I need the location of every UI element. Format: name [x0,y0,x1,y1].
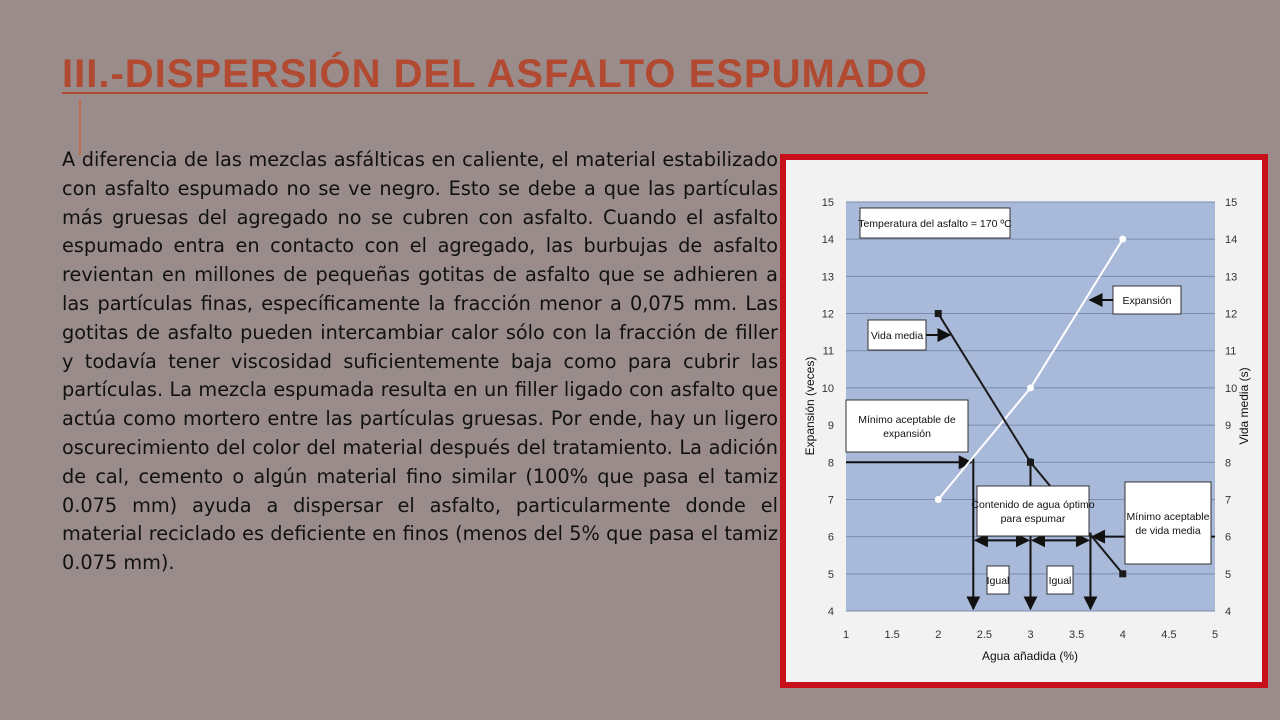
y2-axis-ticks [1225,197,1237,618]
optimum-water-box-text: para espumar [1000,513,1066,525]
y-tick-label: 5 [827,568,834,581]
min-expansion-box-text: Mínimo aceptable de [858,414,956,426]
half-life-box-text: Vida media [870,330,924,342]
min-expansion-box [846,400,968,452]
y-tick-label: 10 [821,382,834,395]
y2-tick-label: 10 [1225,382,1238,395]
min-expansion-box-frame [846,400,968,452]
y2-tick-label: 12 [1225,308,1238,321]
x-tick-label: 1.5 [884,629,900,641]
half_life-point [1119,570,1126,577]
x-tick-label: 2 [935,629,942,641]
y2-tick-label: 9 [1225,420,1232,433]
foam-dispersion-chart [786,160,1262,682]
body-paragraph: A diferencia de las mezclas asfálticas en caliente, el material estabilizado con asfalto espumado no se ve negro. Esto se debe a que las partículas más gruesas del agregado no se cubren con asfalto. Cuando el asfalto espumado entra en contacto con el agregado, las burbujas de asfalto revientan en millones de pequeñas gotitas de asfalto que se adhieren a las partículas finas, específicamente la fracción menor a 0,075 mm. Las gotitas de asfalto pueden intercambiar calor sólo con la fracción de filler y todavía tener viscosidad suficientemente baja como para cubrir las partículas. La mezcla espumada resulta en un filler ligado con asfalto que actúa como mortero entre las partículas gruesas. Por ende, hay un ligero oscurecimiento del color del material después del tratamiento. La adición de cal, cemento o algún material fino similar (100% que pasa el tamiz 0.075 mm) ayuda a dispersar el asfalto, particularmente donde el material reciclado es deficiente en finos (menos del 5% que pasa el tamiz 0.075 mm). [62,148,778,575]
optimum-water-box-frame [977,486,1089,536]
x-tick-label: 1 [842,629,850,641]
y2-tick-label: 7 [1225,494,1232,507]
expansion-point [1119,236,1126,243]
y2-tick-label: 13 [1225,271,1238,284]
half_life-point [1027,459,1034,466]
x-tick-label: 3.5 [1068,629,1085,641]
expansion-point [1027,384,1034,391]
y2-tick-label: 4 [1225,606,1232,618]
y-tick-label: 13 [821,271,834,284]
y2-tick-label: 5 [1225,568,1232,581]
min-expansion-box-text: expansión [883,428,931,440]
slide-title: III.-DISPERSIÓN DEL ASFALTO ESPUMADO [62,52,928,96]
optimum-water-box [971,486,1094,536]
chart-figure [780,154,1268,688]
half-life-box [868,320,926,350]
min-half-life-box [1125,482,1211,564]
temperature-box-text: Temperatura del asfalto = 170 ºC [858,218,1012,230]
equal-left-box [987,566,1010,594]
y2-tick-label: 11 [1225,345,1237,358]
y-tick-label: 9 [827,420,834,433]
y-tick-label: 15 [821,197,834,209]
half_life-point [935,310,942,317]
expansion-box [1113,286,1181,314]
x-tick-label: 2.5 [976,629,993,641]
x-tick-label: 4 [1119,629,1126,641]
y-tick-label: 6 [827,531,834,544]
y2-tick-label: 8 [1225,457,1232,470]
min-half-life-box-text: Mínimo aceptable [1126,511,1210,523]
expansion-point [935,496,942,503]
y2-axis-label: Vida media (s) [1237,367,1251,445]
min-half-life-box-frame [1125,482,1211,564]
y-axis-label: Expansión (veces) [803,356,817,456]
y-tick-label: 12 [821,308,834,321]
y-tick-label: 11 [822,345,834,358]
optimum-water-box-text: Contenido de agua óptimo [971,499,1095,511]
y2-tick-label: 15 [1225,197,1238,209]
min-half-life-box-text: de vida media [1135,525,1201,537]
y2-tick-label: 14 [1225,234,1238,247]
equal-right-box-text: Igual [1048,575,1072,587]
expansion-box-text: Expansión [1122,295,1172,307]
y-tick-label: 14 [821,234,834,247]
y-axis-ticks [822,197,834,618]
y-tick-label: 8 [827,457,834,470]
x-tick-label: 3 [1027,629,1034,641]
y2-tick-label: 6 [1225,531,1232,544]
y-tick-label: 4 [827,606,834,618]
y-tick-label: 7 [827,494,834,507]
x-axis-label: Agua añadida (%) [981,649,1079,663]
temperature-box [858,208,1012,238]
x-tick-label: 5 [1211,629,1219,641]
x-axis-ticks [843,629,1218,641]
equal-left-box-text: Igual [986,575,1010,587]
x-tick-label: 4.5 [1161,629,1177,641]
equal-right-box [1047,566,1073,594]
